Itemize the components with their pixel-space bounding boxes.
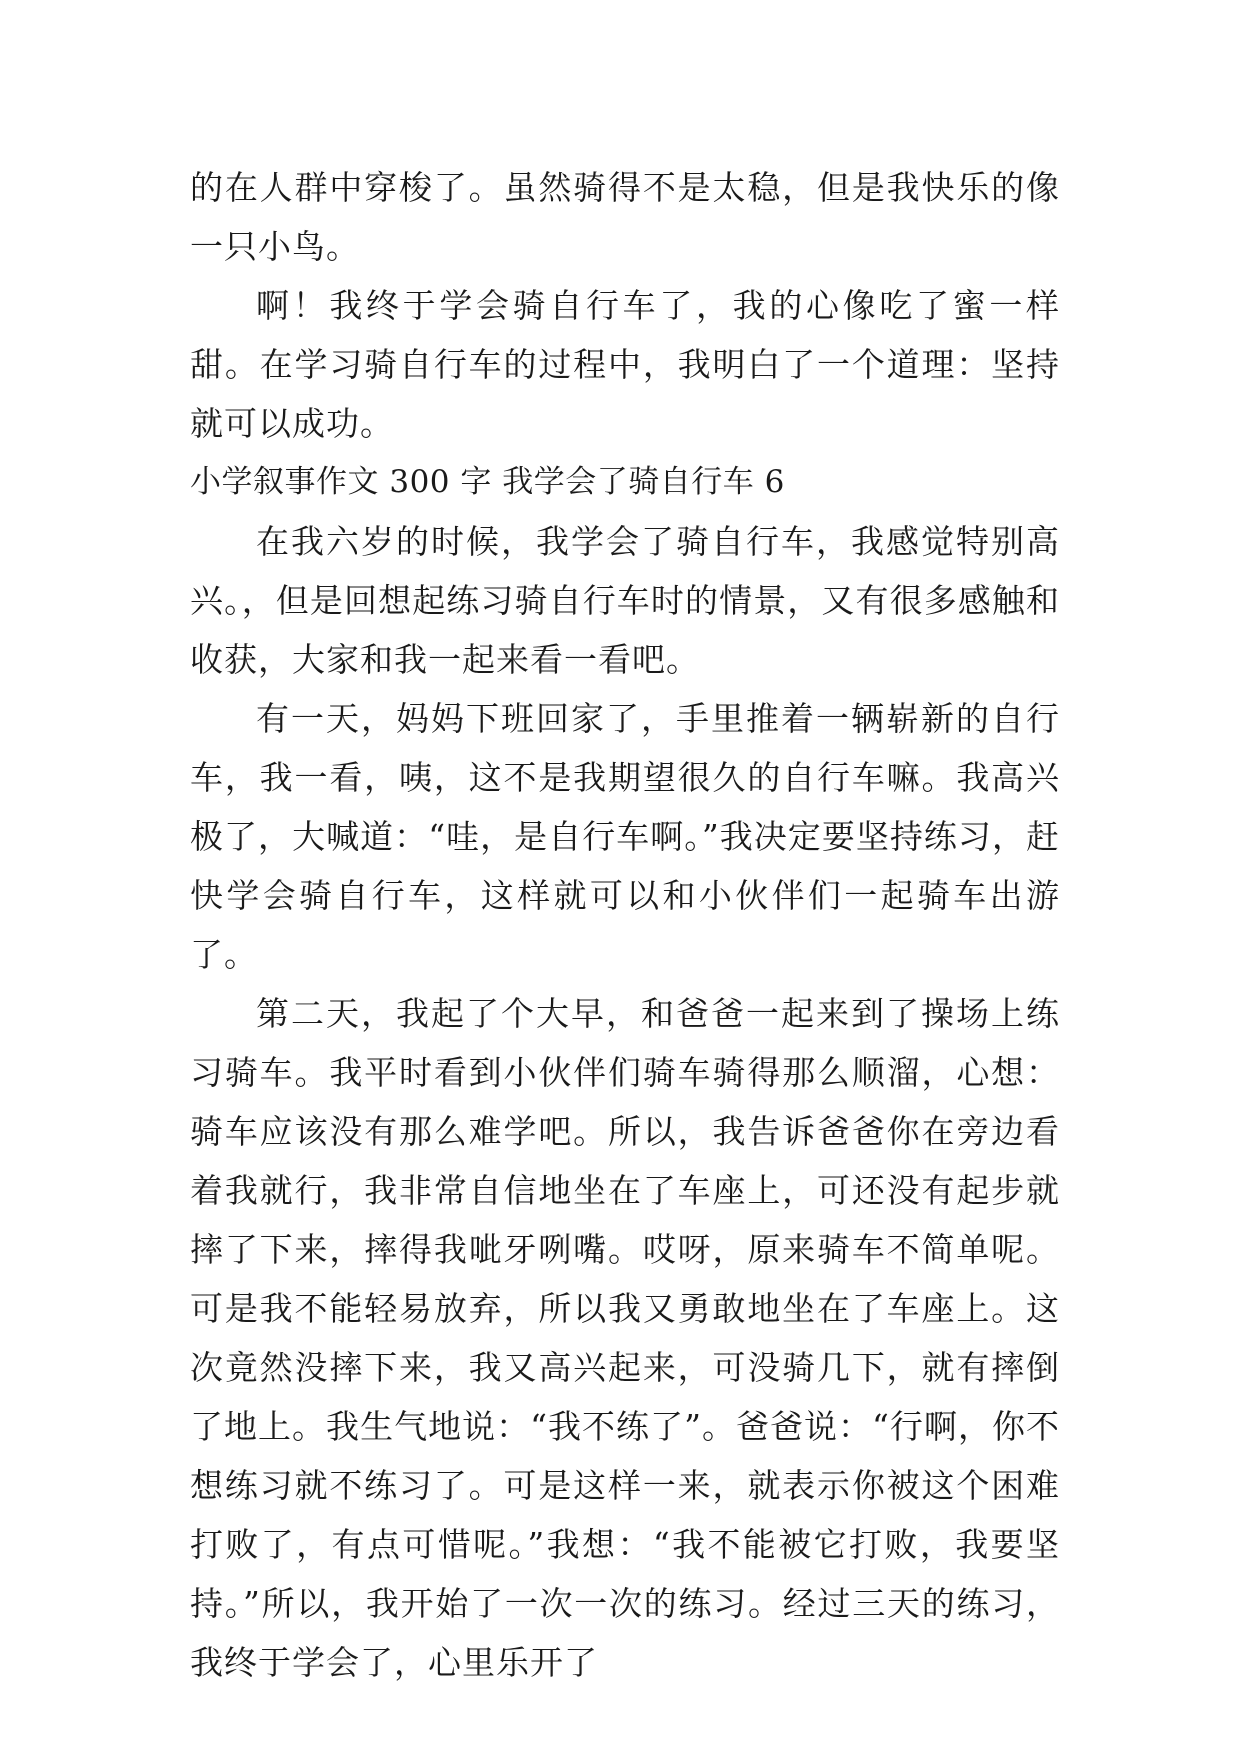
- paragraph-intro: 在我六岁的时候，我学会了骑自行车，我感觉特别高兴。，但是回想起练习骑自行车时的情景，又有很多感触和收获，大家和我一起来看一看吧。: [190, 522, 1060, 679]
- paragraph-continuation: 的在人群中穿梭了。虽然骑得不是太稳，但是我快乐的像一只小鸟。: [190, 168, 1060, 266]
- section-heading: 小学叙事作文 300 字 我学会了骑自行车 6: [190, 464, 785, 500]
- paragraph-new-bike: 有一天，妈妈下班回家了，手里推着一辆崭新的自行车，我一看，咦，这不是我期望很久的自行车嘛。我高兴极了，大喊道：“哇，是自行车啊。”我决定要坚持练习，赶快学会骑自行车，这样就可以和小伙伴们一起骑车出游了。: [190, 699, 1060, 974]
- paragraph-conclusion: 啊！我终于学会骑自行车了，我的心像吃了蜜一样甜。在学习骑自行车的过程中，我明白了一个道理：坚持就可以成功。: [190, 286, 1060, 443]
- document-body: [190, 158, 1060, 1692]
- paragraph-practice: 第二天，我起了个大早，和爸爸一起来到了操场上练习骑车。我平时看到小伙伴们骑车骑得那么顺溜，心想：骑车应该没有那么难学吧。所以，我告诉爸爸你在旁边看着我就行，我非常自信地坐在了车座上，可还没有起步就摔了下来，摔得我呲牙咧嘴。哎呀，原来骑车不简单呢。可是我不能轻易放弃，所以我又勇敢地坐在了车座上。这次竟然没摔下来，我又高兴起来，可没骑几下，就有摔倒了地上。我生气地说：“我不练了”。爸爸说：“行啊，你不想练习就不练习了。可是这样一来，就表示你被这个困难打败了，有点可惜呢。”我想：“我不能被它打败，我要坚持。”所以，我开始了一次一次的练习。经过三天的练习，我终于学会了，心里乐开了: [190, 994, 1060, 1682]
